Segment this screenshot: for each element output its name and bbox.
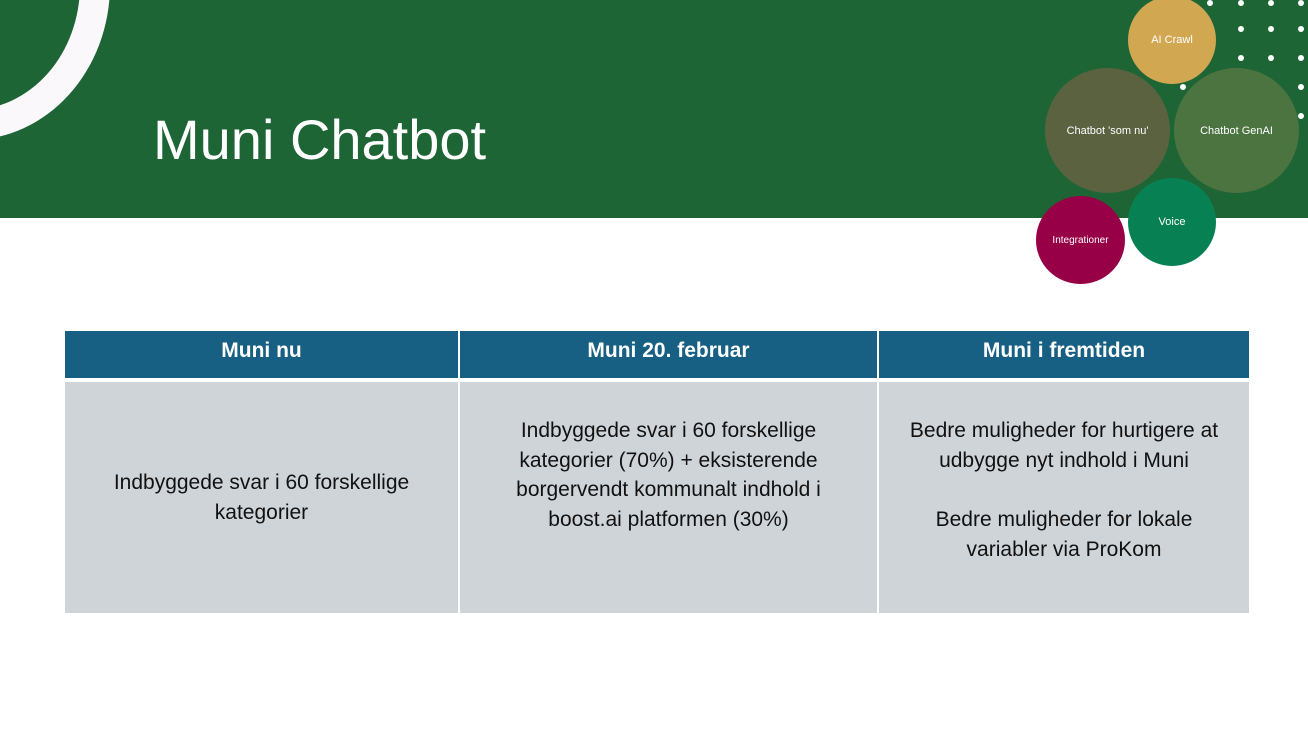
- bubble-voice: Voice: [1128, 178, 1216, 266]
- cell-text-line: borgervendt kommunalt indhold i: [516, 478, 821, 501]
- bubble-chatbot-som-nu: Chatbot 'som nu': [1045, 68, 1170, 193]
- decorative-arc: [0, 0, 110, 140]
- cell-text-line: Bedre muligheder for lokale: [935, 508, 1193, 531]
- bubble-chatbot-genai: Chatbot GenAI: [1174, 68, 1299, 193]
- cell-text-line: Indbyggede svar i 60 forskellige: [113, 471, 410, 494]
- comparison-table: [65, 331, 1247, 613]
- cell-text-line: udbygge nyt indhold i Muni: [939, 448, 1189, 472]
- cell-text-line: boost.ai platformen (30%): [548, 507, 789, 531]
- table-header-muni-20-februar: Muni 20. februar: [460, 331, 877, 378]
- table-cell-muni-i-fremtiden: [879, 382, 1249, 613]
- table-cell-muni-nu: [65, 382, 458, 613]
- slide-title: Muni Chatbot: [153, 108, 487, 171]
- bubble-ai-crawl: AI Crawl: [1128, 0, 1216, 84]
- cell-text-line: kategorier: [214, 500, 309, 524]
- bubble-integrationer: Integrationer: [1036, 196, 1125, 284]
- table-header-muni-nu: Muni nu: [65, 331, 458, 378]
- cell-text-line: Bedre muligheder for hurtigere at: [909, 419, 1219, 442]
- cell-text-line: variabler via ProKom: [966, 537, 1162, 561]
- cell-text-line: kategorier (70%) + eksisterende: [519, 448, 818, 472]
- table-header-muni-i-fremtiden: Muni i fremtiden: [879, 331, 1249, 378]
- table-cell-muni-20-februar: [460, 382, 877, 613]
- cell-text-line: Indbyggede svar i 60 forskellige: [520, 419, 817, 442]
